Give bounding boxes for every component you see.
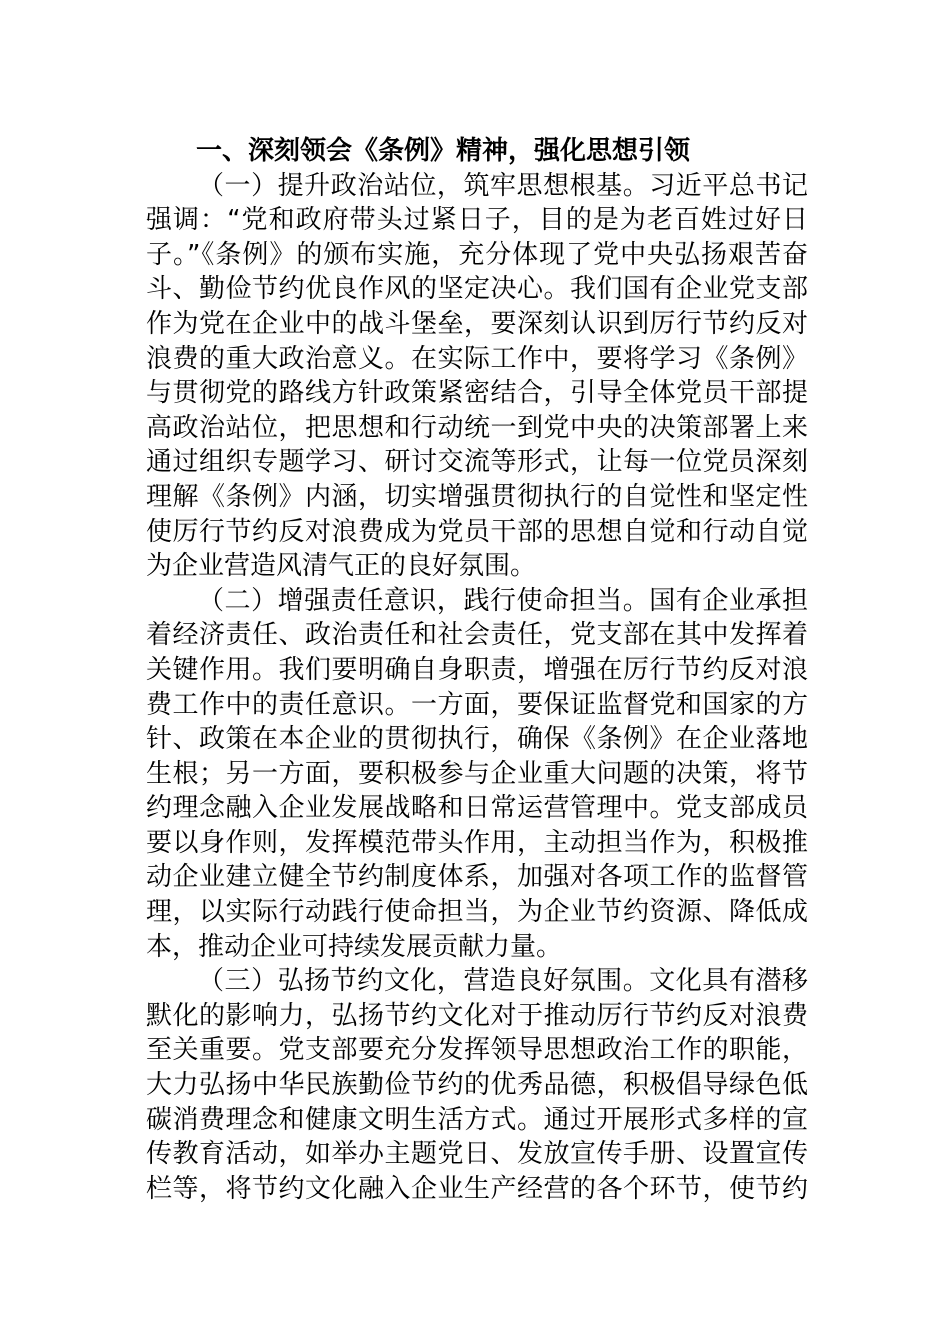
paragraph-line: 约理念融入企业发展战略和日常运营管理中。党支部成员 <box>146 793 808 824</box>
document-body <box>146 134 808 1206</box>
paragraph-line: （三）弘扬节约文化，营造良好氛围。文化具有潜移 <box>198 966 808 997</box>
paragraph-line: 为企业营造风清气正的良好氛围。 <box>146 551 537 582</box>
paragraph-line: 强调：“党和政府带头过紧日子，目的是为老百姓过好日 <box>146 205 808 236</box>
paragraph-line: 要以身作则，发挥模范带头作用，主动担当作为，积极推 <box>146 827 808 858</box>
paragraph-line: （二）增强责任意识，践行使命担当。国有企业承担 <box>198 585 808 616</box>
paragraph-line: 着经济责任、政治责任和社会责任，党支部在其中发挥着 <box>146 620 808 651</box>
paragraph-line: 斗、勤俭节约优良作风的坚定决心。我们国有企业党支部 <box>146 274 808 305</box>
paragraph-line: 本，推动企业可持续发展贡献力量。 <box>146 931 563 962</box>
paragraph-line: 生根；另一方面，要积极参与企业重大问题的决策，将节 <box>146 758 808 789</box>
paragraph-2 <box>146 584 808 965</box>
paragraph-line: 碳消费理念和健康文明生活方式。通过开展形式多样的宣 <box>146 1104 808 1135</box>
paragraph-line: 费工作中的责任意识。一方面，要保证监督党和国家的方 <box>146 689 808 720</box>
paragraph-line: 理，以实际行动践行使命担当，为企业节约资源、降低成 <box>146 897 808 928</box>
paragraph-line: （一）提升政治站位，筑牢思想根基。习近平总书记 <box>198 170 808 201</box>
paragraph-line: 栏等，将节约文化融入企业生产经营的各个环节，使节约 <box>146 1173 808 1204</box>
paragraph-3 <box>146 964 808 1206</box>
paragraph-line: 大力弘扬中华民族勤俭节约的优秀品德，积极倡导绿色低 <box>146 1070 808 1101</box>
paragraph-line: 理解《条例》内涵，切实增强贯彻执行的自觉性和坚定性 <box>146 481 808 512</box>
paragraph-line: 作为党在企业中的战斗堡垒，要深刻认识到厉行节约反对 <box>146 308 808 339</box>
paragraph-line: 关键作用。我们要明确自身职责，增强在厉行节约反对浪 <box>146 654 808 685</box>
section-heading: 一、深刻领会《条例》精神，强化思想引领 <box>196 136 691 166</box>
paragraph-line: 浪费的重大政治意义。在实际工作中，要将学习《条例》 <box>146 343 808 374</box>
paragraph-line: 动企业建立健全节约制度体系，加强对各项工作的监督管 <box>146 862 808 893</box>
paragraph-line: 至关重要。党支部要充分发挥领导思想政治工作的职能， <box>146 1035 808 1066</box>
paragraph-1 <box>146 169 808 584</box>
paragraph-line: 默化的影响力，弘扬节约文化对于推动厉行节约反对浪费 <box>146 1000 808 1031</box>
paragraph-line: 高政治站位，把思想和行动统一到党中央的决策部署上来 <box>146 412 808 443</box>
paragraph-line: 通过组织专题学习、研讨交流等形式，让每一位党员深刻 <box>146 447 808 478</box>
paragraph-line: 针、政策在本企业的贯彻执行，确保《条例》在企业落地 <box>146 724 808 755</box>
paragraph-line: 使厉行节约反对浪费成为党员干部的思想自觉和行动自觉 <box>146 516 808 547</box>
paragraph-line: 传教育活动，如举办主题党日、发放宣传手册、设置宣传 <box>146 1139 808 1170</box>
paragraph-line: 与贯彻党的路线方针政策紧密结合，引导全体党员干部提 <box>146 378 808 409</box>
paragraph-line: 子。”《条例》的颁布实施，充分体现了党中央弘扬艰苦奋 <box>146 239 808 270</box>
